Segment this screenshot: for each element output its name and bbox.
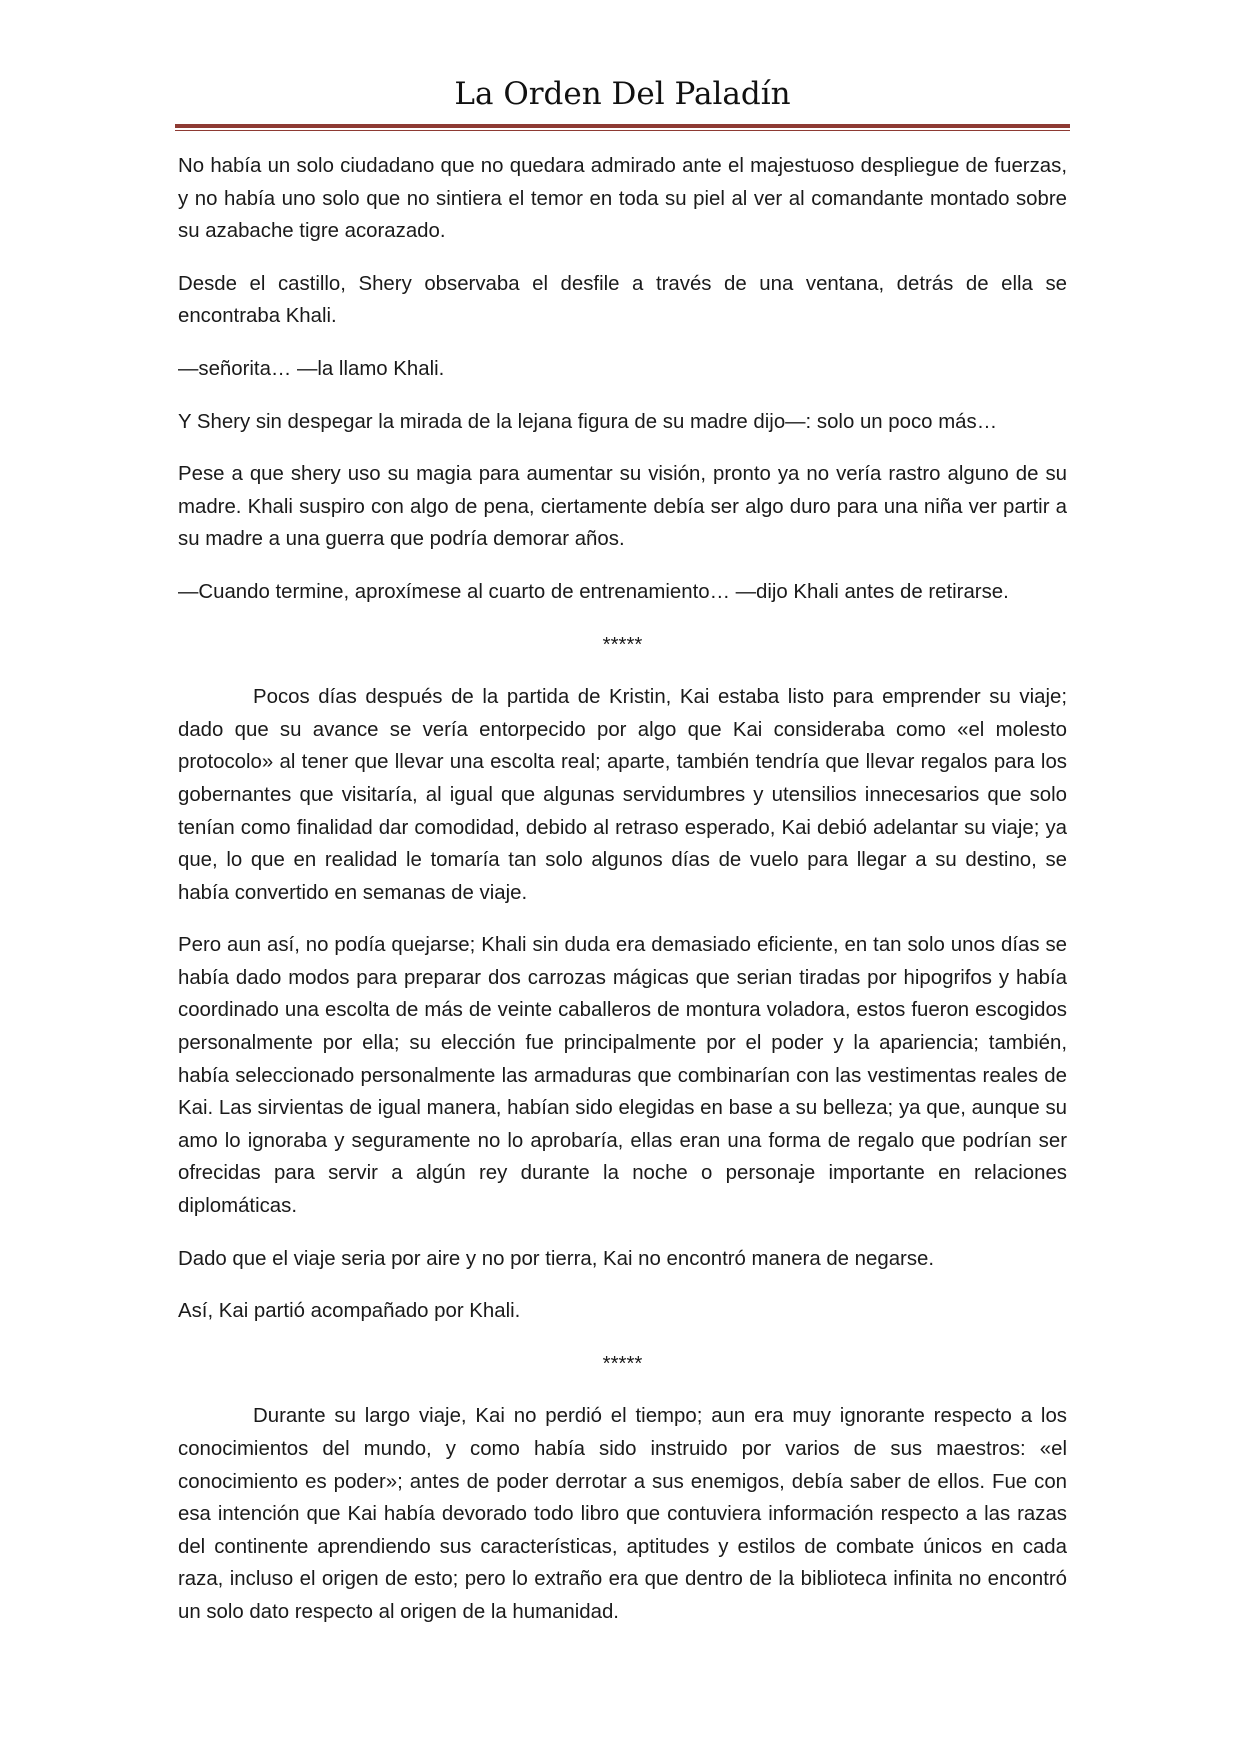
paragraph: Pocos días después de la partida de Kristin, Kai estaba listo para emprender su viaje; dado que su avance se vería entorpecido por algo que Kai consideraba como «el molesto protocolo» al tener que llevar una escolta real; aparte, también tendría que llevar regalos para los gobernantes que visitaría, al igual que algunas servidumbres y utensilios innecesarios que solo tenían como finalidad dar comodidad, debido al retraso esperado, Kai debió adelantar su viaje; ya que, lo que en realidad le tomaría tan solo algunos días de vuelo para llegar a su destino, se había convertido en semanas de viaje. [178,686,1067,904]
header-rule [175,124,1070,131]
body-text [178,150,1067,1649]
header-title: La Orden Del Paladín [454,76,791,112]
paragraph: Así, Kai partió acompañado por Khali. [178,1300,521,1323]
page-header [175,68,1070,131]
paragraph: Pese a que shery uso su magia para aumentar su visión, pronto ya no vería rastro alguno de su madre. Khali suspiro con algo de pena, ciertamente debía ser algo duro para una niña ver partir a su madre a una guerra que podría demorar años. [178,463,1067,551]
dialogue-line: —Cuando termine, aproxímese al cuarto de entrenamiento… —dijo Khali antes de retirarse. [178,580,1009,603]
paragraph: Pero aun así, no podía quejarse; Khali sin duda era demasiado eficiente, en tan solo unos días se había dado modos para preparar dos carrozas mágicas que serian tiradas por hipogrifos y había coordinado una escolta de más de veinte caballeros de montura voladora, estos fueron escogidos personalmente por ella; su elección fue principalmente por el poder y la apariencia; también, había seleccionado personalmente las armaduras que combinarían con las vestimentas reales de Kai. Las sirvientas de igual manera, habían sido elegidas en base a su belleza; ya que, aunque su amo lo ignoraba y seguramente no lo aprobaría, ellas eran una forma de regalo que podrían ser ofrecidas para servir a algún rey durante la noche o personaje importante en relaciones diplomáticas. [178,934,1067,1218]
scene-separator: ***** [602,633,643,656]
paragraph: No había un solo ciudadano que no quedara admirado ante el majestuoso despliegue de fuerzas, y no había uno solo que no sintiera el temor en toda su piel al ver al comandante montado sobre su azabache tigre acorazado. [178,155,1067,243]
paragraph: Dado que el viaje seria por aire y no por tierra, Kai no encontró manera de negarse. [178,1247,935,1270]
dialogue-line: —señorita… —la llamo Khali. [178,357,445,380]
paragraph: Desde el castillo, Shery observaba el desfile a través de una ventana, detrás de ella se encontraba Khali. [178,272,1067,328]
paragraph: Durante su largo viaje, Kai no perdió el tiempo; aun era muy ignorante respecto a los conocimientos del mundo, y como había sido instruido por varios de sus maestros: «el conocimiento es poder»; antes de poder derrotar a sus enemigos, debía saber de ellos. Fue con esa intención que Kai había devorado todo libro que contuviera información respecto a las razas del continente aprendiendo sus características, aptitudes y estilos de combate únicos en cada raza, incluso el origen de esto; pero lo extraño era que dentro de la biblioteca infinita no encontró un solo dato respecto al origen de la humanidad. [178,1405,1067,1623]
scene-separator: ***** [602,1352,643,1375]
dialogue-line: Y Shery sin despegar la mirada de la lejana figura de su madre dijo—: solo un poco más… [178,410,998,433]
